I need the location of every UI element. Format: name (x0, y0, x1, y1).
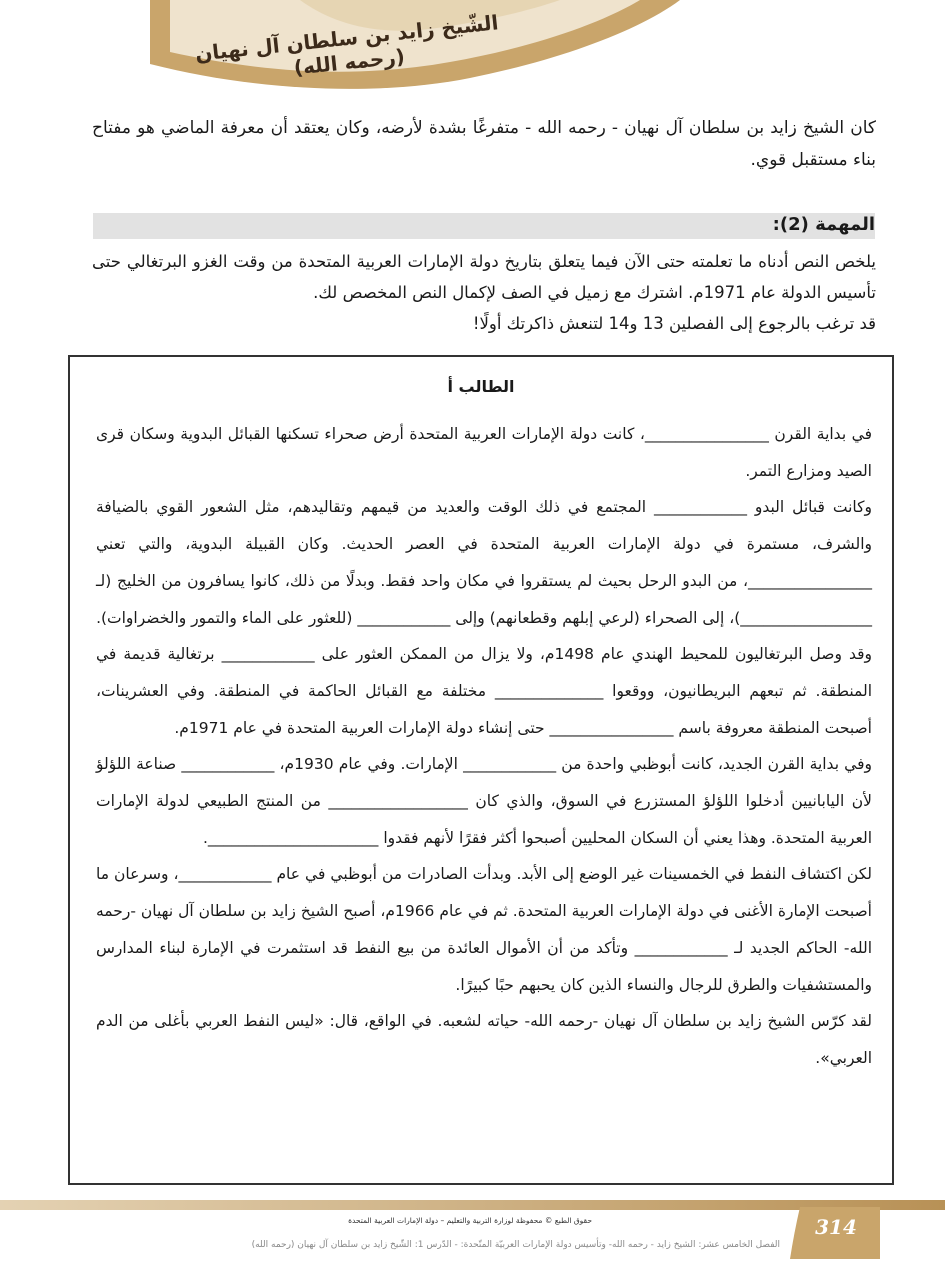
task-heading-bar (93, 213, 875, 239)
student-a-box (68, 355, 894, 1185)
fill-in-text (96, 416, 872, 1077)
running-footer: الفصل الخامس عشر: الشيخ زايد - رحمه الله- وتأسيس دولة الإمارات العربيّة المتّحدة: - الدّرس 1: الشّيخ زايد بن سلطان آل نهيان (رحمه الله) (251, 1240, 780, 1250)
page-number: 314 (815, 1215, 857, 1239)
box-paragraph: وقد وصل البرتغاليون للمحيط الهندي عام 1498م، ولا يزال من الممكن العثور على ____________ برتغالية قديمة في المنطقة. ثم تبعهم البريطانيون، ووقعوا ______________ مختلفة مع القبائل الحاكمة في المنطقة. وفي العشرينات، أصبحت المنطقة معروفة باسم ________________ حتى إنشاء دولة الإمارات العربية المتحدة في عام 1971م. (96, 645, 872, 737)
box-paragraph: لقد كرّس الشيخ زايد بن سلطان آل نهيان -رحمه الله- حياته لشعبه. في الواقع، قال: «ليس النفط العربي بأغلى من الدم العربي». (96, 1012, 872, 1067)
box-paragraph: وكانت قبائل البدو ____________ المجتمع في ذلك الوقت والعديد من قيمهم وتقاليدهم، مثل الشعور القوي بالضيافة والشرف، مستمرة في دولة الإمارات العربية المتحدة في العصر الحديث. وكان القبيلة البدوية، والتي تعني ________________، من البدو الرحل بحيث لم يستقروا في مكان واحد فقط. وبدلًا من ذلك، كانوا يسافرون من الخليج (لـ _________________)، إلى الصحراء (لرعي إبلهم وقطعانهم) وإلى ____________ (للعثور على الماء والتمور والخضراوات). (96, 498, 872, 627)
box-paragraph: لكن اكتشاف النفط في الخمسينات غير الوضع إلى الأبد. وبدأت الصادرات من أبوظبي في عام ____________، وسرعان ما أصبحت الإمارة الأغنى في دولة الإمارات العربية المتحدة. ثم في عام 1966م، أصبح الشيخ زايد بن سلطان آل نهيان -رحمه الله- الحاكم الجديد لـ ____________ وتأكد من أن الأموال العائدة من بيع النفط قد استثمرت في الإمارة لبناء المدارس والمستشفيات والطرق للرجال والنساء الذين كان يحبهم حبًا كبيرًا. (96, 865, 872, 994)
intro-paragraph: كان الشيخ زايد بن سلطان آل نهيان - رحمه الله - متفرغًا بشدة لأرضه، وكان يعتقد أن معرفة الماضي هو مفتاح بناء مستقبل قوي. (92, 118, 876, 170)
chapter-title: الشّيخ زايد بن سلطان آل نهيان (رحمه الله) (194, 10, 500, 80)
task-description (92, 246, 876, 339)
box-paragraph: في بداية القرن ________________، كانت دولة الإمارات العربية المتحدة أرض صحراء تسكنها القبائل البدوية وسكان قرى الصيد ومزارع التمر. (96, 425, 872, 480)
box-title: الطالب أ (447, 377, 515, 396)
box-paragraph: وفي بداية القرن الجديد، كانت أبوظبي واحدة من ____________ الإمارات. وفي عام 1930م، ____________ صناعة اللؤلؤ لأن اليابانيين أدخلوا اللؤلؤ المستزرع في السوق، والذي كان __________________ من المنتج الطبيعي لدولة الإمارات العربية المتحدة. وهذا يعني أن السكان المحليين أصبحوا أكثر فقرًا لأنهم فقدوا ______________________. (96, 755, 872, 847)
task-paragraph: قد ترغب بالرجوع إلى الفصلين 13 و14 لتنعش ذاكرتك أولًا! (472, 314, 876, 333)
task-heading: المهمة (2): (772, 214, 875, 235)
copyright: حقوق الطبع © محفوظة لوزارة التربية والتعليم – دولة الإمارات العربية المتحدة (348, 1216, 592, 1225)
task-paragraph: يلخص النص أدناه ما تعلمته حتى الآن فيما يتعلق بتاريخ دولة الإمارات العربية المتحدة من وقت الغزو البرتغالي حتى تأسيس الدولة عام 1971م. اشترك مع زميل في الصف لإكمال النص المخصص لك. (92, 252, 876, 302)
